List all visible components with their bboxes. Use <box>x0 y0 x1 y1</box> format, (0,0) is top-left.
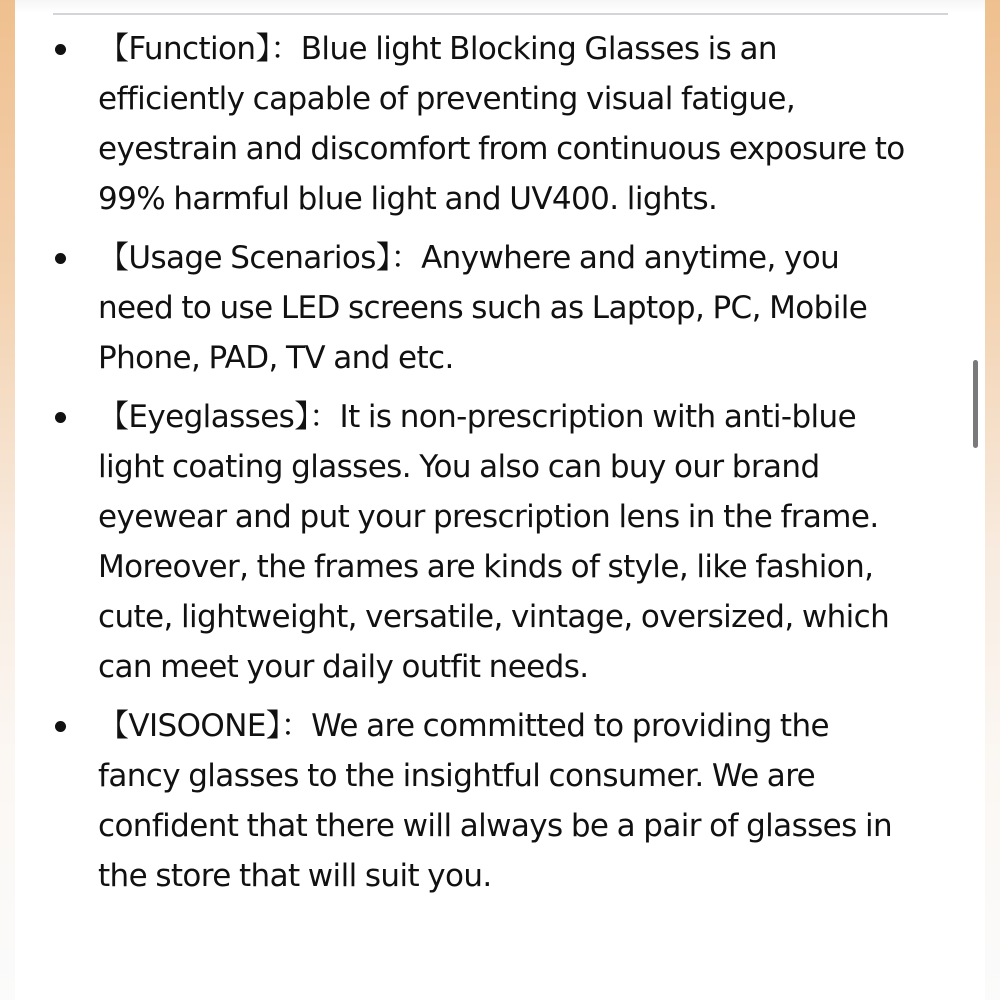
bullet-item-visoone <box>15 701 915 901</box>
bullet-icon <box>55 721 66 732</box>
bullet-title: 【Eyeglasses】 <box>98 399 310 435</box>
bullet-text: We are committed to providing the fancy glasses to the insightful consumer. We are confident that there will always be a pair of glasses in the store that will suit you. <box>98 708 893 894</box>
feature-bullet-list <box>15 24 915 910</box>
bullet-item-function <box>15 24 915 224</box>
bullet-title: 【VISOONE】 <box>98 708 281 744</box>
bullet-separator: ： <box>280 708 312 744</box>
section-divider <box>53 13 948 15</box>
bullet-text: Blue light Blocking Glasses is an efficiently capable of preventing visual fatigue, eyestrain and discomfort from continuous exposure to 99% harmful blue light and UV400. lights. <box>98 31 905 217</box>
bullet-icon <box>55 253 66 264</box>
bullet-text: Anywhere and anytime, you need to use LED screens such as Laptop, PC, Mobile Phone, PAD, TV and etc. <box>98 240 868 376</box>
left-gradient-border <box>0 0 15 1000</box>
top-shadow-band <box>15 0 985 13</box>
bullet-title: 【Usage Scenarios】 <box>98 240 391 276</box>
bullet-title: 【Function】 <box>98 31 271 67</box>
bullet-icon <box>55 412 66 423</box>
bullet-separator: ： <box>390 240 422 276</box>
vertical-scrollbar-thumb[interactable] <box>973 360 978 448</box>
bullet-icon <box>55 44 66 55</box>
product-description-panel <box>15 0 985 1000</box>
bullet-separator: ： <box>309 399 340 435</box>
right-gradient-border <box>985 0 1000 1000</box>
bullet-text: It is non-prescription with anti-blue light coating glasses. You also can buy our brand eyewear and put your prescription lens in the frame. Moreover, the frames are kinds of style, like fashion, cute, lightweight, versatile, vintage, oversized, which can meet your daily outfit needs. <box>98 399 890 685</box>
bullet-item-usage-scenarios <box>15 233 915 383</box>
bullet-item-eyeglasses <box>15 392 915 692</box>
bullet-separator: ： <box>270 31 301 67</box>
